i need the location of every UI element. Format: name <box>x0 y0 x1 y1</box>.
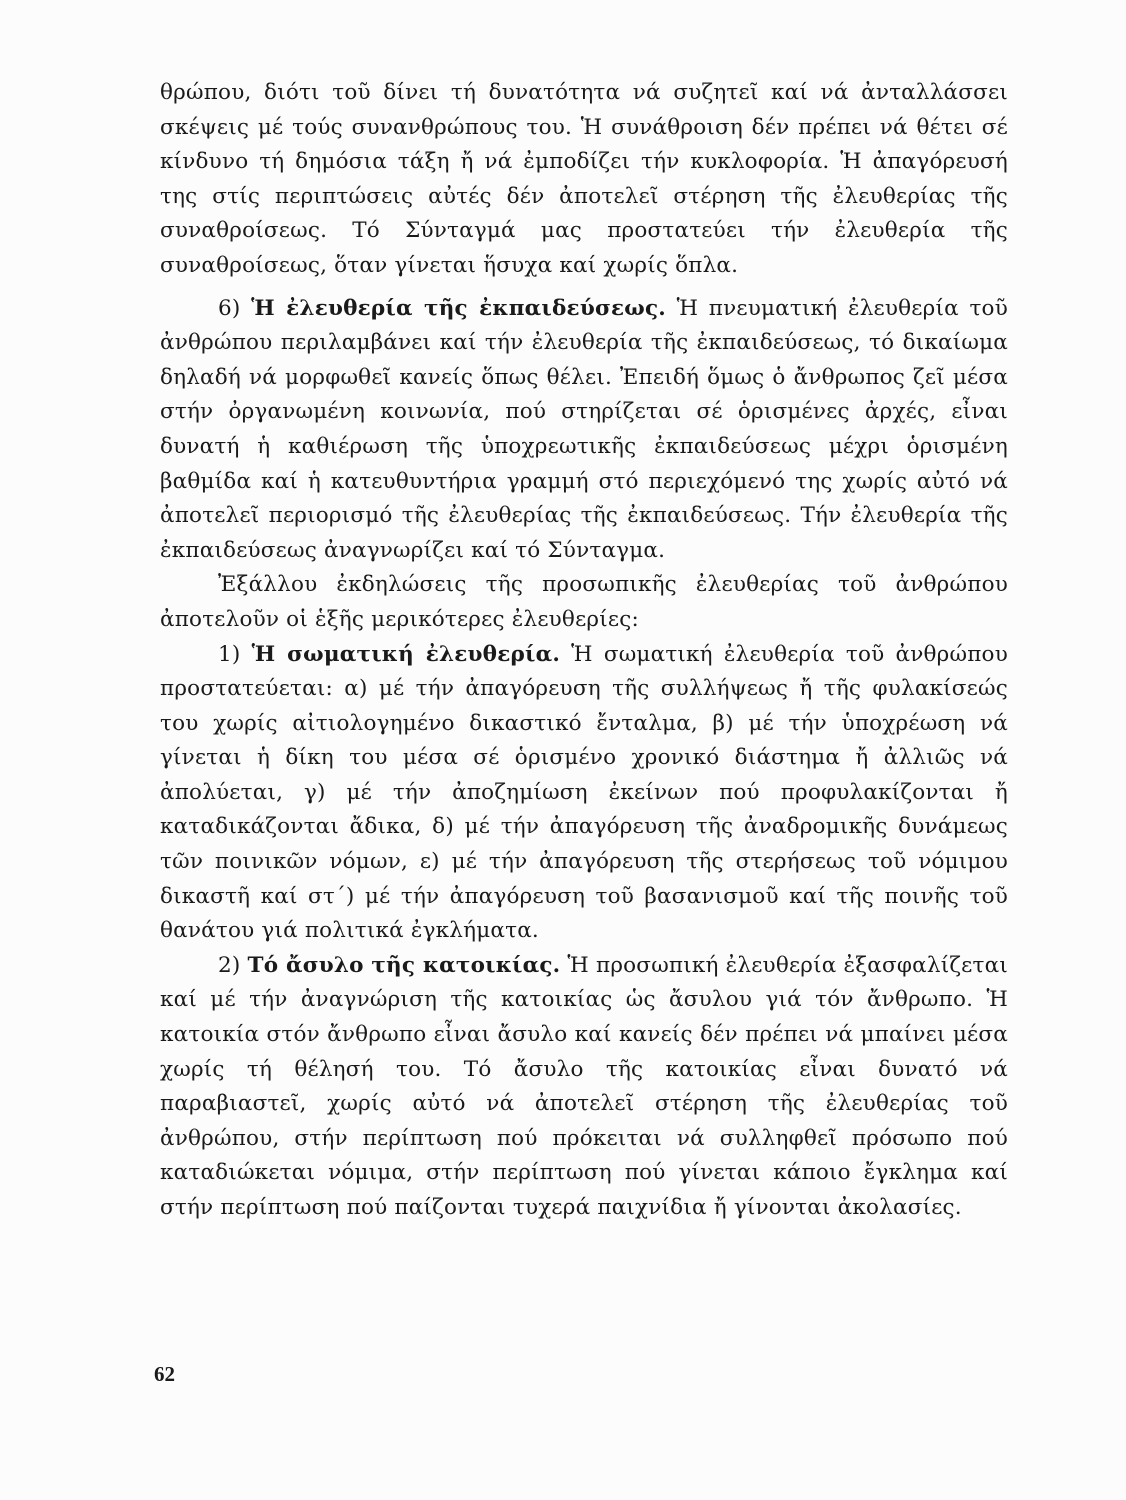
section-home-asylum <box>160 949 1008 1226</box>
body-text <box>160 76 1008 1226</box>
section-number: 2) <box>218 952 241 978</box>
paragraph-text: θρώπου, διότι τοῦ δίνει τή δυνατότητα νά συζητεῖ καί νά ἀνταλλάσσει σκέψεις μέ τούς συνανθρώπους του. Ἡ συνάθροιση δέν πρέπει νά θέτει σέ κίνδυνο τή δημόσια τάξη ἤ νά ἐμποδίζει τήν κυκλοφορία. Ἡ ἀπαγόρευσή της στίς περιπτώσεις αὐτές δέν ἀποτελεῖ στέρηση τῆς ἐλευθερίας τῆς συναθροίσεως. Τό Σύνταγμά μας προστατεύει τήν ἐλευθερία τῆς συναθροίσεως, ὅταν γίνεται ἥσυχα καί χωρίς ὅπλα. <box>160 80 1008 278</box>
paragraph-text: Ἐξάλλου ἐκδηλώσεις τῆς προσωπικῆς ἐλευθερίας τοῦ ἀνθρώπου ἀποτελοῦν οἱ ἑξῆς μερικότερες ἐλευθερίες: <box>160 572 1008 632</box>
paragraph-text: Ἡ σωματική ἐλευθερία τοῦ ἀνθρώπου προστατεύεται: α) μέ τήν ἀπαγόρευση τῆς συλλήψεως ἤ τῆς φυλακίσεώς του χωρίς αἰτιολογημένο δικαστικό ἔνταλμα, β) μέ τήν ὑποχρέωση νά γίνεται ἡ δίκη του μέσα σέ ὁρισμένο χρονικό διάστημα ἤ ἀλλιῶς νά ἀπολύεται, γ) μέ τήν ἀποζημίωση ἐκείνων πού προφυλακίζονται ἤ καταδικάζονται ἄδικα, δ) μέ τήν ἀπαγόρευση τῆς ἀναδρομικῆς δυνάμεως τῶν ποινικῶν νόμων, ε) μέ τήν ἀπαγόρευση τῆς στερήσεως τοῦ νόμιμου δικαστῆ καί στ΄) μέ τήν ἀπαγόρευση τοῦ βασανισμοῦ καί τῆς ποινῆς τοῦ θανάτου γιά πολιτικά ἐγκλήματα. <box>160 641 1008 944</box>
section-bodily-freedom <box>160 638 1008 949</box>
section-heading: Ἡ σωματική ἐλευθερία. <box>251 641 561 667</box>
section-number: 6) <box>218 295 241 321</box>
paragraph-spacer <box>160 284 1008 292</box>
paragraph-text: Ἡ προσωπική ἐλευθερία ἐξασφαλίζεται καί μέ τήν ἀναγνώριση τῆς κατοικίας ὡς ἄσυλου γιά τόν ἄνθρωπο. Ἡ κατοικία στόν ἄνθρωπο εἶναι ἄσυλο καί κανείς δέν πρέπει νά μπαίνει μέσα χωρίς τή θέλησή του. Τό ἄσυλο τῆς κατοικίας εἶναι δυνατό νά παραβιαστεῖ, χωρίς αὐτό νά ἀποτελεῖ στέρηση τῆς ἐλευθερίας τοῦ ἀνθρώπου, στήν περίπτωση πού πρόκειται νά συλληφθεῖ πρόσωπο πού καταδιώκεται νόμιμα, στήν περίπτωση πού γίνεται κάποιο ἔγκλημα καί στήν περίπτωση πού παίζονται τυχερά παιχνίδια ἤ γίνονται ἀκολασίες. <box>160 952 1008 1220</box>
paragraph-continuation <box>160 76 1008 284</box>
paragraph-text: Ἡ πνευματική ἐλευθερία τοῦ ἀνθρώπου περιλαμβάνει καί τήν ἐλευθερία τῆς ἐκπαιδεύσεως, τό δικαίωμα δηλαδή νά μορφωθεῖ κανείς ὅπως θέλει. Ἐπειδή ὅμως ὁ ἄνθρωπος ζεῖ μέσα στήν ὀργανωμένη κοινωνία, πού στηρίζεται σέ ὁρισμένες ἀρχές, εἶναι δυνατή ἡ καθιέρωση τῆς ὑποχρεωτικῆς ἐκπαιδεύσεως μέχρι ὁρισμένη βαθμίδα καί ἡ κατευθυντήρια γραμμή στό περιεχόμενό της χωρίς αὐτό νά ἀποτελεῖ περιορισμό τῆς ἐλευθερίας τῆς ἐκπαιδεύσεως. Τήν ἐλευθερία τῆς ἐκπαιδεύσεως ἀναγνωρίζει καί τό Σύνταγμα. <box>160 295 1008 563</box>
paragraph-personal-freedoms <box>160 568 1008 637</box>
page-number: 62 <box>154 1362 175 1386</box>
section-education-freedom <box>160 292 1008 569</box>
section-number: 1) <box>218 641 241 667</box>
section-heading: Ἡ ἐλευθερία τῆς ἐκπαιδεύσεως. <box>251 295 666 321</box>
section-heading: Τό ἄσυλο τῆς κατοικίας. <box>247 952 561 978</box>
